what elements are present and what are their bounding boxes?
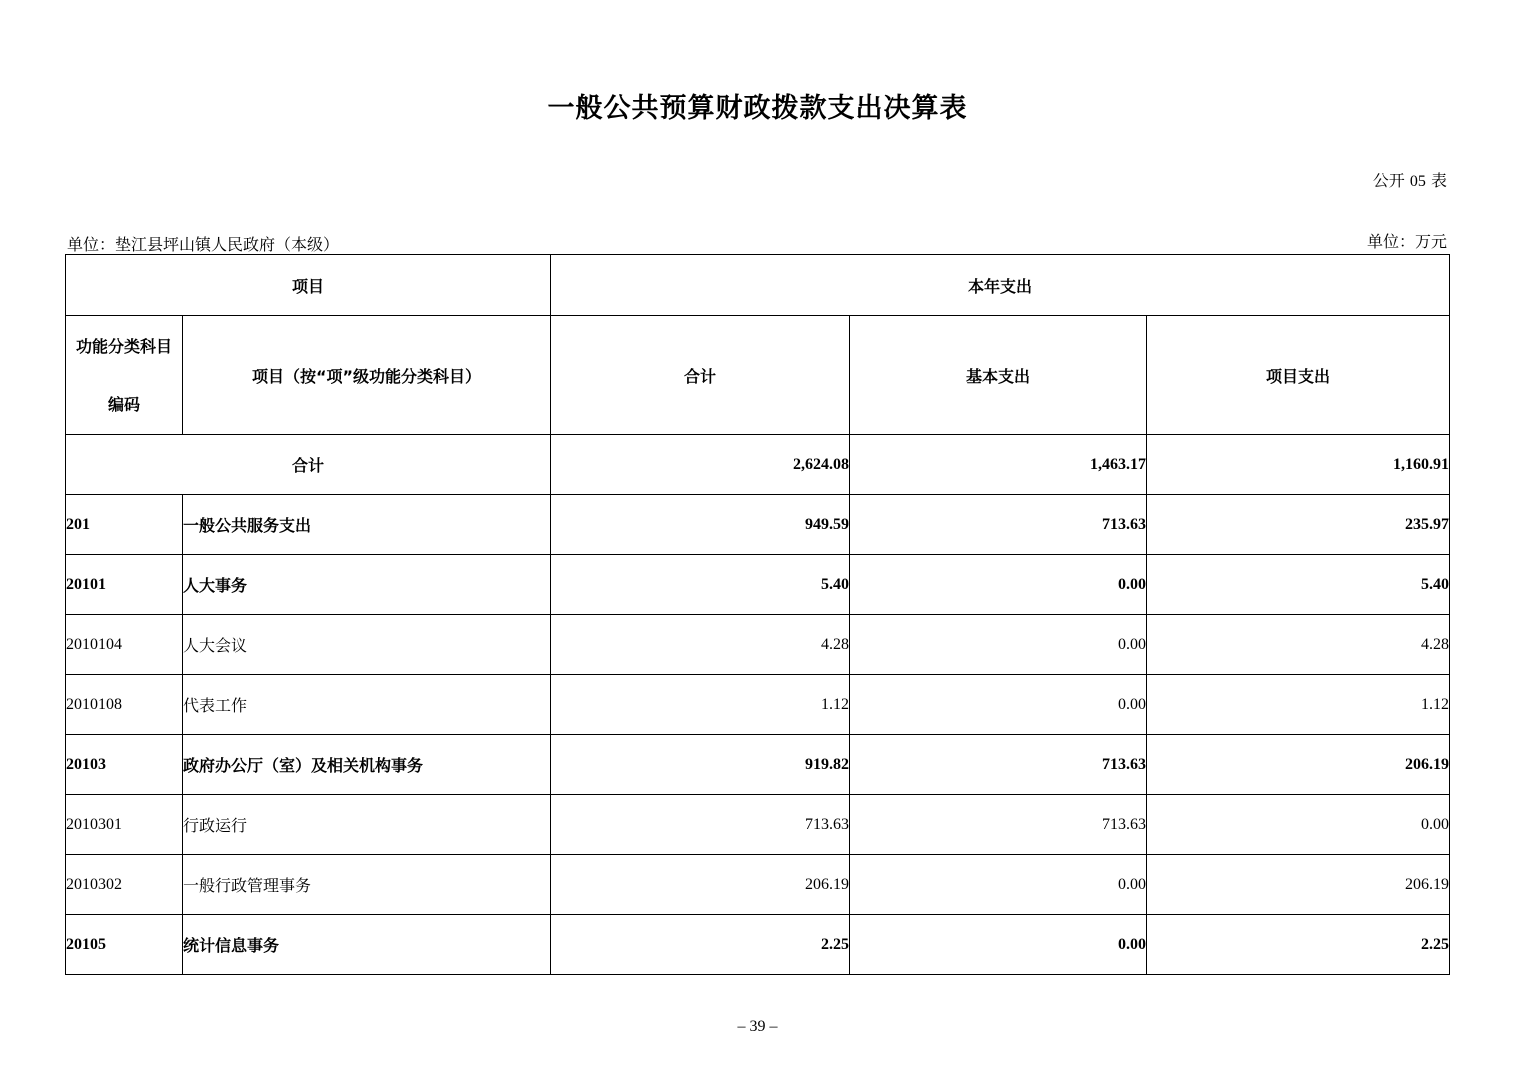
- row-name: 统计信息事务: [183, 915, 551, 975]
- row-basic: 0.00: [850, 675, 1147, 735]
- header-code-line1: 功能分类科目: [75, 336, 172, 356]
- total-row: [66, 435, 1450, 495]
- row-basic: 713.63: [850, 735, 1147, 795]
- page-number: – 39 –: [737, 1018, 778, 1035]
- page-title: 一般公共预算财政拨款支出决算表: [547, 93, 968, 124]
- form-number-suffix: 表: [1430, 171, 1447, 190]
- row-name: 一般行政管理事务: [183, 855, 551, 915]
- row-project: 235.97: [1147, 495, 1450, 555]
- expenditure-table: [65, 254, 1450, 975]
- table-row: [66, 555, 1450, 615]
- row-project: 1.12: [1147, 675, 1450, 735]
- total-project: 1,160.91: [1147, 435, 1450, 495]
- row-total: 2.25: [551, 915, 850, 975]
- row-total: 713.63: [551, 795, 850, 855]
- row-code: 20103: [66, 735, 183, 795]
- table-row: [66, 615, 1450, 675]
- row-basic: 713.63: [850, 795, 1147, 855]
- row-project: 4.28: [1147, 615, 1450, 675]
- table-row: [66, 795, 1450, 855]
- row-name: 一般公共服务支出: [183, 495, 551, 555]
- total-basic: 1,463.17: [850, 435, 1147, 495]
- form-number: [1373, 168, 1447, 191]
- table-row: [66, 495, 1450, 555]
- row-basic: 713.63: [850, 495, 1147, 555]
- row-code: 20101: [66, 555, 183, 615]
- row-code: 2010302: [66, 855, 183, 915]
- table-row: [66, 855, 1450, 915]
- row-basic: 0.00: [850, 615, 1147, 675]
- total-label: 合计: [66, 435, 551, 495]
- row-name: 行政运行: [183, 795, 551, 855]
- header-code-line2: 编码: [107, 394, 140, 414]
- row-basic: 0.00: [850, 555, 1147, 615]
- row-name: 政府办公厅（室）及相关机构事务: [183, 735, 551, 795]
- row-project: 0.00: [1147, 795, 1450, 855]
- row-code: 2010104: [66, 615, 183, 675]
- header-project: 项目支出: [1147, 316, 1450, 435]
- row-code: 201: [66, 495, 183, 555]
- header-basic: 基本支出: [850, 316, 1147, 435]
- row-total: 5.40: [551, 555, 850, 615]
- row-basic: 0.00: [850, 855, 1147, 915]
- row-project: 206.19: [1147, 735, 1450, 795]
- form-number-prefix: 公开: [1372, 171, 1405, 190]
- table-row: [66, 915, 1450, 975]
- header-total: 合计: [551, 316, 850, 435]
- row-total: 1.12: [551, 675, 850, 735]
- row-project: 206.19: [1147, 855, 1450, 915]
- total-total: 2,624.08: [551, 435, 850, 495]
- row-project: 2.25: [1147, 915, 1450, 975]
- row-basic: 0.00: [850, 915, 1147, 975]
- row-name: 人大事务: [183, 555, 551, 615]
- table-row: [66, 675, 1450, 735]
- table-row: [66, 735, 1450, 795]
- row-total: 4.28: [551, 615, 850, 675]
- header-item: 项目: [66, 255, 551, 316]
- row-total: 206.19: [551, 855, 850, 915]
- header-item-name: 项目（按“项”级功能分类科目）: [183, 316, 551, 435]
- unit-currency: 单位：万元: [1366, 232, 1447, 251]
- row-code: 2010108: [66, 675, 183, 735]
- header-row-2: [66, 316, 1450, 435]
- header-row-1: [66, 255, 1450, 316]
- row-name: 代表工作: [183, 675, 551, 735]
- row-code: 20105: [66, 915, 183, 975]
- row-project: 5.40: [1147, 555, 1450, 615]
- form-number-value: 05: [1409, 173, 1426, 190]
- row-code: 2010301: [66, 795, 183, 855]
- unit-organization: 单位：垫江县坪山镇人民政府（本级）: [67, 235, 340, 254]
- row-name: 人大会议: [183, 615, 551, 675]
- header-code: [66, 316, 183, 435]
- row-total: 949.59: [551, 495, 850, 555]
- header-current-year: 本年支出: [551, 255, 1450, 316]
- row-total: 919.82: [551, 735, 850, 795]
